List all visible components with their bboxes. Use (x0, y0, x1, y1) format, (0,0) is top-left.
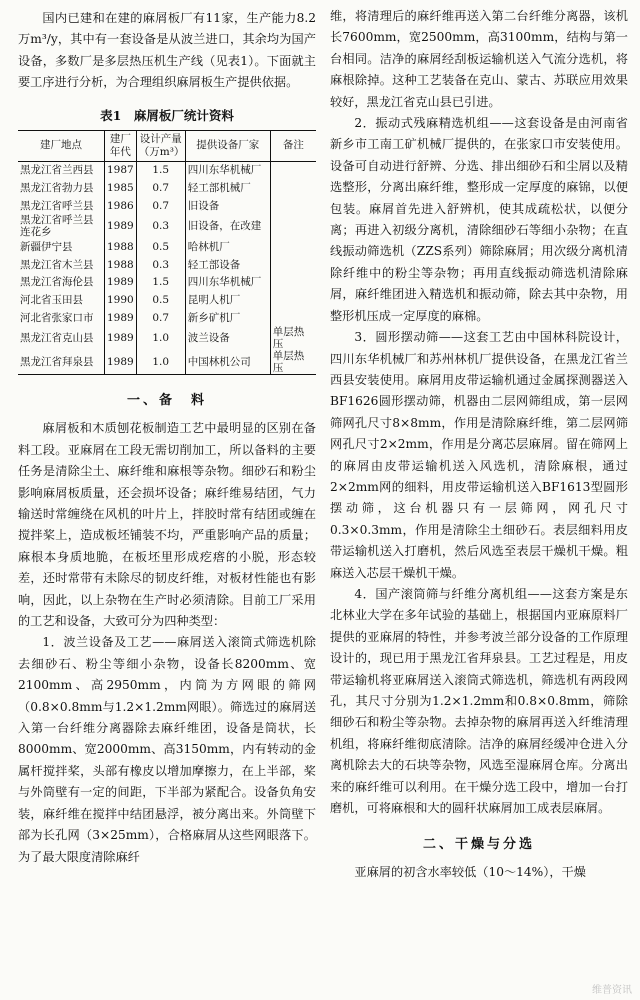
table-row (18, 274, 316, 292)
table-row (18, 214, 316, 238)
table-cell: 旧设备，在改建 (185, 214, 270, 238)
table-cell (270, 161, 316, 179)
table-cell: 0.5 (136, 238, 185, 256)
table-body (18, 161, 316, 375)
table-cell: 四川东华机械厂 (185, 274, 270, 292)
method-1-paragraph: 1．波兰设备及工艺——麻屑送入滚筒式筛选机除去细砂石、粉尘等细小杂物，设备长8200mm、宽2100mm、高2950mm，内筒为方网眼的筛网（0.8×0.8mm与1.2×1.2mm网眼）。筛选过的麻屑送入第一台纤维分离器除去麻纤维团，设备是筒状，长8000mm、宽2000mm、高3150mm，内有转动的金属杆搅拌桨，头部有橡皮以增加摩擦力，在上半部，桨与外筒壁有一定的间距，下半部为紧配合。设备负角安装，麻纤维在搅拌中结团悬浮，被分离出来。外筒壁下部为长孔网（3×25mm），合格麻屑从这些网眼落下。为了最大限度清除麻纤 (18, 635, 316, 864)
table-cell: 0.3 (136, 214, 185, 238)
table-cell: 1985 (105, 179, 137, 197)
table-cell: 黑龙江省呼兰县连花乡 (20, 214, 94, 239)
table-cell (270, 274, 316, 292)
watermark: 维普资讯 (592, 985, 632, 996)
table-cell: 1987 (105, 161, 137, 179)
table-cell: 昆明人机厂 (185, 291, 270, 309)
table-row (18, 309, 316, 327)
table-header-cell: 备注 (270, 130, 316, 161)
table-cell: 1.5 (136, 161, 185, 179)
table-row (18, 350, 316, 375)
table-cell: 1.5 (136, 274, 185, 292)
table-cell: 黑龙江省拜泉县 (18, 350, 105, 375)
table-row (18, 161, 316, 179)
section-heading-drying: 二、干燥与分选 (422, 837, 535, 853)
table-cell (270, 197, 316, 215)
table-cell: 轻工部机械厂 (185, 179, 270, 197)
table-cell: 单层热压 (270, 326, 316, 350)
table-cell: 1989 (105, 274, 137, 292)
table-header-cell: 建厂地点 (18, 130, 105, 161)
table-cell: 河北省张家口市 (20, 311, 94, 324)
table-row (18, 256, 316, 274)
method-3-paragraph: 3．圆形摆动筛——这套工艺由中国林科院设计，四川东华机械厂和苏州林机厂提供设备，在黑龙江省兰西县安装使用。麻屑用皮带运输机通过金属探测器送入BF1626圆形摆动筛，机器由二层网筛组成，第一层网筛网孔尺寸8×8mm，作用是清除麻纤维，第二层网筛网孔尺寸2×2mm，作用是分离芯层麻屑。留在筛网上的麻屑由皮带运输机送入风选机，清除麻根，通过2×2mm网的细料，用皮带运输机送入BF1613型圆形摆动筛，这台机器只有一层筛网，网孔尺寸0.3×0.3mm，作用是清除尘土细砂石。表层细料用皮带运输机送入打磨机，然后风选至表层干燥机干燥。粗麻送入芯层干燥机干燥。 (330, 330, 628, 580)
table-cell: 1988 (105, 256, 137, 274)
table-cell (270, 309, 316, 327)
left-column (18, 8, 316, 868)
table-cell: 轻工部设备 (185, 256, 270, 274)
table-header-cell: 建厂年代 (105, 130, 137, 161)
drying-paragraph: 亚麻屑的初含水率较低（10～14%），干燥 (354, 865, 586, 880)
method-1-continued-paragraph: 维，将清理后的麻纤维再送入第二台纤维分离器，该机长7600mm，宽2500mm，高3100mm，结构与第一台相同。洁净的麻屑经刮板运输机送入气流分选机，将麻根除掉。这种工艺装备在克山、蒙古、苏联应用效果较好，黑龙江省克山县已引进。 (330, 9, 628, 109)
table-header-cell: 提供设备厂家 (185, 130, 270, 161)
right-column (330, 6, 628, 884)
table-cell: 新疆伊宁县 (20, 241, 73, 254)
table-cell: 黑龙江省兰西县 (20, 164, 94, 177)
table-cell: 0.3 (136, 256, 185, 274)
table-cell (270, 238, 316, 256)
table-cell: 黑龙江省海伦县 (20, 276, 94, 289)
table-row (18, 291, 316, 309)
table-cell: 0.7 (136, 179, 185, 197)
table-cell: 1.0 (136, 350, 185, 375)
table-cell: 波兰设备 (185, 326, 270, 350)
table-cell: 黑龙江省呼兰县 (20, 199, 94, 212)
table-cell (270, 291, 316, 309)
table-cell: 1989 (105, 350, 137, 375)
table-cell (270, 179, 316, 197)
table-header-row (18, 130, 316, 161)
table-cell: 中国林机公司 (185, 350, 270, 375)
table-cell: 0.5 (136, 291, 185, 309)
method-4-paragraph: 4．国产滚筒筛与纤维分离机组——这套方案是东北林业大学在多年试验的基础上，根据国内亚麻原料厂提供的亚麻屑的特性，并参考波兰部分设备的工作原理设计的，现已用于黑龙江省拜泉县。工艺过程是，用皮带运输机将亚麻屑送入滚筒式筛选机，筛选机有两段网孔，其尺寸分别为1.2×1.2mm和0.8×0.8mm，筛除细砂石和粉尘等杂物。去掉杂物的麻屑再送入纤维清理机组，将麻纤维彻底清除。洁净的麻屑经缓冲仓进入分离机除去大的石块等杂物，风选至湿麻屑仓库。分离出来的麻纤维可以利用。在干燥分选工段中，增加一台打磨机，可将麻根和大的圆秆状麻屑加工成表层麻屑。 (330, 586, 628, 816)
table-row (18, 326, 316, 350)
table-cell: 河北省玉田县 (20, 293, 83, 306)
table-row (18, 197, 316, 215)
table-cell (270, 256, 316, 274)
table-cell: 旧设备 (185, 197, 270, 215)
table-cell (270, 214, 316, 238)
table-header-cell: 设计产量（万m³） (136, 130, 185, 161)
table-cell: 1989 (105, 214, 137, 238)
table-cell: 单层热压 (270, 350, 316, 375)
table-row (18, 238, 316, 256)
section-heading-preparation: 一、备 料 (126, 393, 207, 409)
table-row (18, 179, 316, 197)
intro-paragraph: 国内已建和在建的麻屑板厂有11家，生产能力8.2万m³/y，其中有一套设备是从波兰进口，其余均为国产设备，多数厂是多层热压机生产线（见表1）。下面就主要工序进行分析，为合理组织麻屑板生产提供依据。 (18, 11, 316, 90)
table-cell: 1990 (105, 291, 137, 309)
table-cell: 0.7 (136, 197, 185, 215)
table-cell: 黑龙江省木兰县 (20, 258, 94, 271)
table-cell: 1989 (105, 309, 137, 327)
table-cell: 新乡矿机厂 (185, 309, 270, 327)
table-cell: 黑龙江省克山县 (20, 332, 94, 345)
method-2-paragraph: 2．振动式残麻精选机组——这套设备是由河南省新乡市工南工矿机械厂提供的，在张家口市安装使用。设备可自动进行舒辨、分选、排出细砂石和尘屑以及精选整形，分离出麻纤维，整形成一定厚度的麻锦，以便包装。麻屑首先进入舒辨机，使其成疏松状，以便分离；再进入初级分离机，清除细砂石等细小杂物；在直线振动筛选机（ZZS系列）筛除麻屑；用次级分离机清除纤维中的粉尘等杂物；再用直线振动筛选机清除麻屑，麻纤维团进入精选机和振动筛，除去其中杂物，用整形机压成一定厚度的麻棉。 (330, 116, 628, 323)
table-caption: 表1 麻屑板厂统计资料 (100, 107, 234, 123)
factory-statistics-table (18, 130, 316, 376)
table-cell: 哈林机厂 (185, 238, 270, 256)
table-cell: 1988 (105, 238, 137, 256)
table-cell: 1989 (105, 326, 137, 350)
table-cell: 黑龙江省勃力县 (20, 182, 94, 195)
table-cell: 1.0 (136, 326, 185, 350)
table-cell: 1986 (105, 197, 137, 215)
preparation-paragraph: 麻屑板和木质刨花板制造工艺中最明显的区别在备料工段。亚麻屑在工段无需切削加工，所以备料的主要任务是清除尘土、麻纤维和麻根等杂物。细砂石和粉尘影响麻屑板质量，还会损坏设备；麻纤维易结团，气力输送时常缠绕在风机的叶片上，拌胶时常有结团或缠在搅拌桨上，造成板坯铺装不均，严重影响产品的质量；麻根本身质地脆，在板坯里形成疙瘩的小脱，形态较差，还时常带有未除尽的韧皮纤维，对板材性能也有影响，因此，以上杂物在生产时必须清除。目前工厂采用的工艺和设备，大致可分为四种类型： (18, 421, 316, 629)
table-cell: 四川东华机械厂 (185, 161, 270, 179)
table-cell: 0.7 (136, 309, 185, 327)
